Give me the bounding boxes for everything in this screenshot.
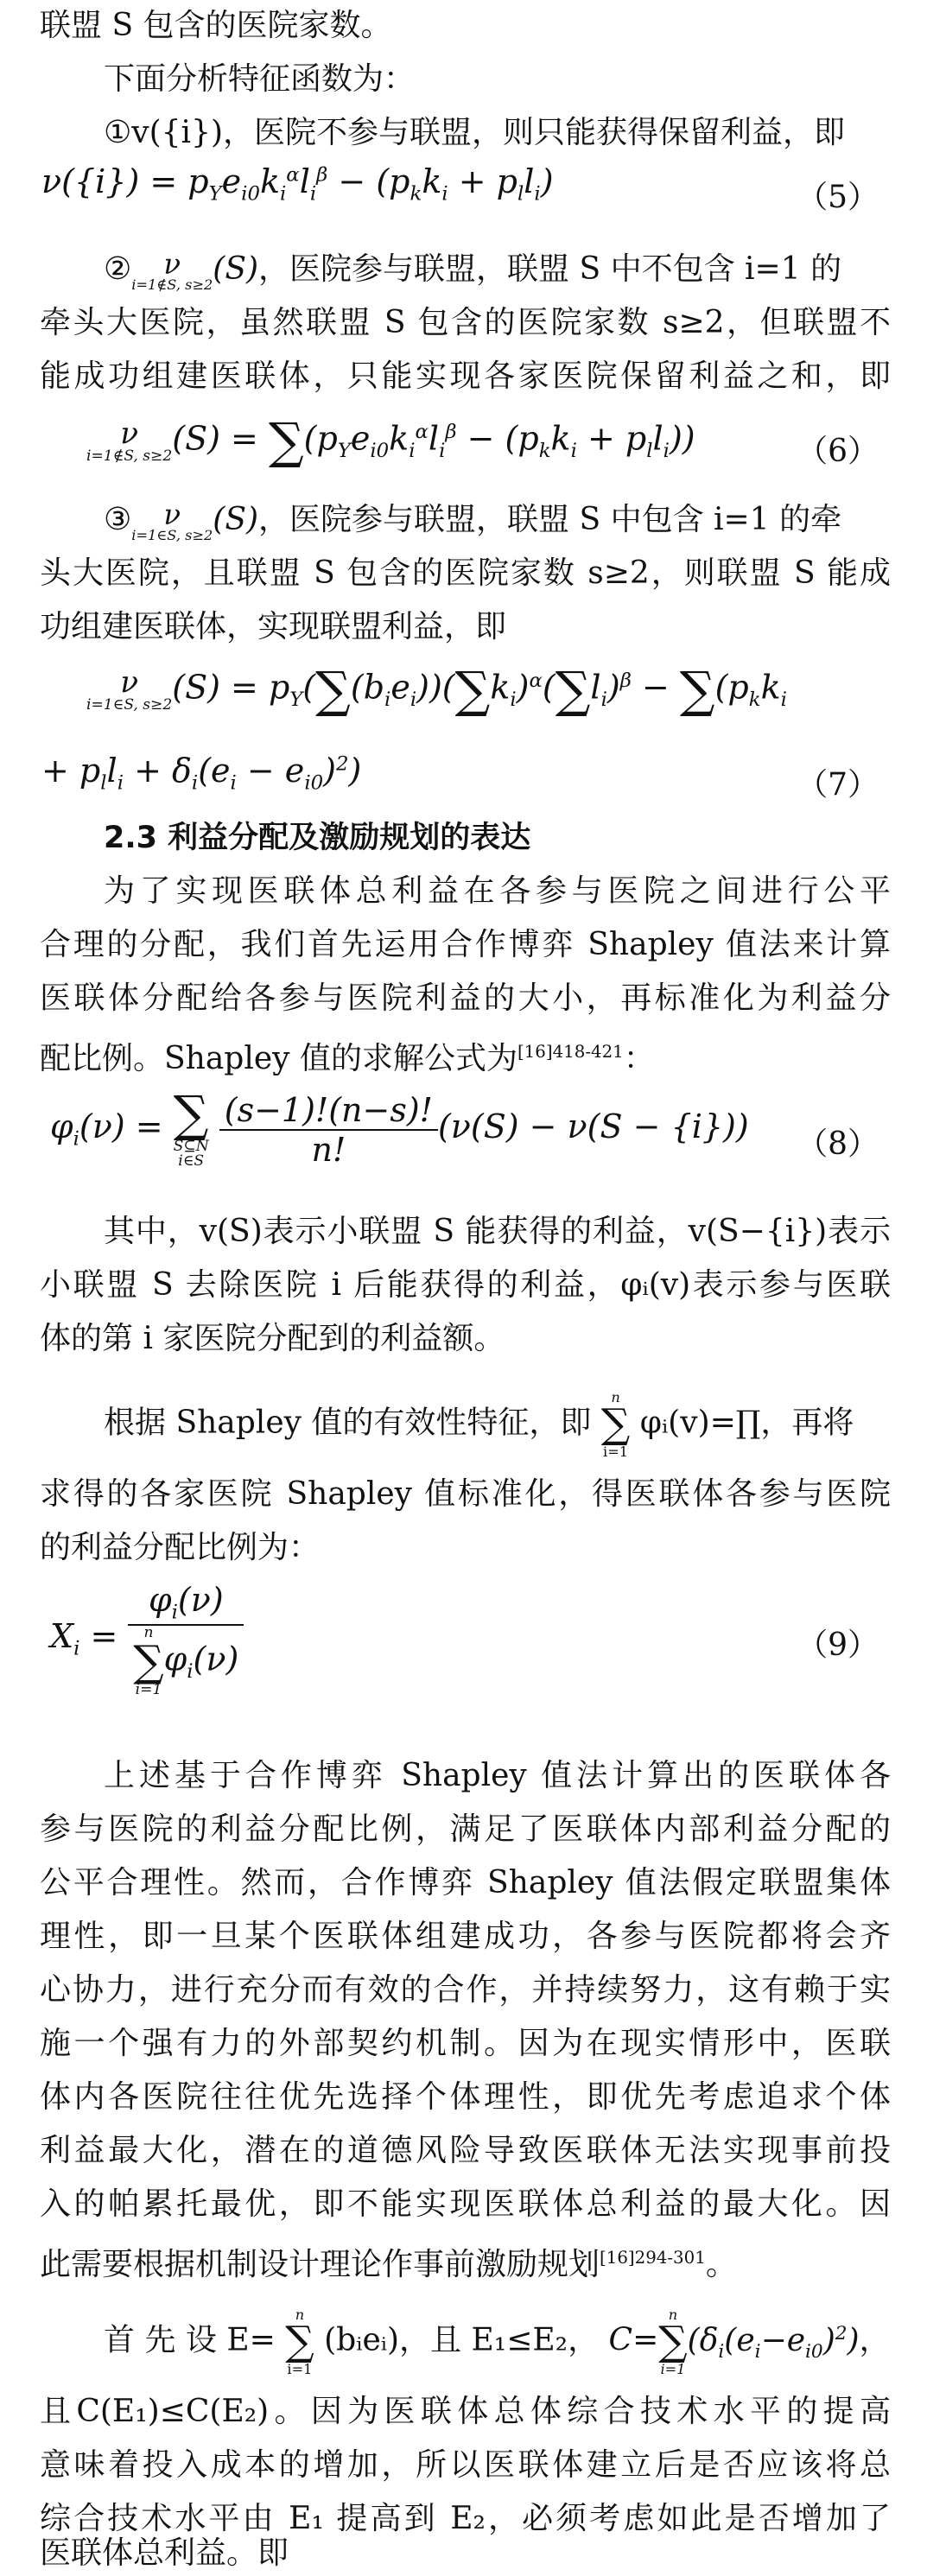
text-line: 首 先 设 E= n ∑ i=1 (bᵢeᵢ)，且 E₁≤E₂， C= n ∑ i=1 $(\delta_i(e_i-e_{i0})^2)$， xyxy=(104,2306,891,2377)
text-fragment: ，医院参与联盟，联盟 S 中包含 i=1 的牵 xyxy=(258,502,842,537)
text-line: 功组建医联体，实现联盟利益，即 xyxy=(40,609,507,644)
text-line: 联盟 S 包含的医院家数。 xyxy=(40,8,392,43)
citation: [16]418-421 xyxy=(517,1042,624,1062)
text-line: 公平合理性。然而，合作博弈 Shapley 值法假定联盟集体 xyxy=(40,1865,891,1900)
text-line: 牵头大医院，虽然联盟 S 包含的医院家数 s≥2，但联盟不 xyxy=(40,305,891,340)
text-fragment: 配比例。Shapley 值的求解公式为 xyxy=(40,1041,517,1076)
text-fragment: φᵢ(v)=∏，再将 xyxy=(639,1405,854,1441)
text-line: 且C(E₁)≤C(E₂)。因为医联体总体综合技术水平的提高 xyxy=(40,2394,891,2429)
text-line: 施一个强有力的外部契约机制。因为在现实情形中，医联 xyxy=(40,2026,891,2061)
equation-7-line-1: ν i=1∈S, s≥2 $(S) = p_Y(\sum(b_ie_i))(\sum k_i)^\alpha(\sum l_i)^\beta - \sum(p_kk_i$ xyxy=(86,662,787,719)
text-line: 根据 Shapley 值的有效性特征，即 n ∑ i=1 φᵢ(v)=∏，再将 xyxy=(104,1389,854,1460)
text-fragment: 首 先 设 E= xyxy=(104,2322,276,2358)
section-heading: 2.3 利益分配及激励规划的表达 xyxy=(104,821,531,855)
text-line: 参与医院的利益分配比例，满足了医联体内部利益分配的 xyxy=(40,1811,891,1847)
text-fragment: 根据 Shapley 值的有效性特征，即 xyxy=(104,1405,592,1441)
text-line: ② ν i=1∉S, s≥2 (S)，医院参与联盟，联盟 S 中不包含 i=1 的 xyxy=(104,247,842,294)
text-line: ③ ν i=1∈S, s≥2 (S)，医院参与联盟，联盟 S 中包含 i=1 的牵 xyxy=(104,498,842,544)
text-line: 下面分析特征函数为： xyxy=(104,61,416,97)
text-line: 入的帕累托最优，即不能实现医联体总利益的最大化。因 xyxy=(40,2186,891,2222)
text-line: 小联盟 S 去除医院 i 后能获得的利益，φᵢ(v)表示参与医联 xyxy=(40,1267,891,1303)
equation-number: （8） xyxy=(797,1126,879,1162)
equation-number: （6） xyxy=(797,434,879,469)
text-line: 合理的分配，我们首先运用合作博弈 Shapley 值法来计算 xyxy=(40,927,891,962)
subscript: i=1∈S, s≥2 xyxy=(131,527,213,544)
text-fragment: (bᵢeᵢ)，且 E₁≤E₂， xyxy=(324,2322,600,2358)
text-line: 综合技术水平由 E₁ 提高到 E₂，必须考虑如此是否增加了 xyxy=(40,2501,891,2536)
text-fragment: 此需要根据机制设计理论作事前激励规划 xyxy=(40,2247,600,2282)
text-fragment: ，医院参与联盟，联盟 S 中不包含 i=1 的 xyxy=(258,251,842,287)
equation-8: $\varphi_i(\nu)$ = ∑ S⊆N i∈S $\frac{(s-1)!(n-s)!}{n!}$ (ν(S) − ν(S − {i})) xyxy=(50,1086,749,1171)
text-line: 上述基于合作博弈 Shapley 值法计算出的医联体各 xyxy=(104,1758,891,1793)
text-line: 医联体分配给各参与医院利益的大小，再标准化为利益分 xyxy=(40,980,891,1016)
text-line: 头大医院，且联盟 S 包含的医院家数 s≥2，则联盟 S 能成 xyxy=(40,555,891,591)
text-line: 体内各医院往往优先选择个体理性，即优先考虑追求个体 xyxy=(40,2079,891,2115)
text-line xyxy=(40,1030,655,1082)
text-line: 意味着投入成本的增加，所以医联体建立后是否应该将总 xyxy=(40,2447,891,2483)
text-line: 求得的各家医院 Shapley 值标准化，得医联体各参与医院 xyxy=(40,1476,891,1512)
text-line: 为了实现医联体总利益在各参与医院之间进行公平 xyxy=(104,873,891,909)
text-line: 体的第 i 家医院分配到的利益额。 xyxy=(40,1321,505,1356)
equation-5: $\nu(\{i\}) = p_Ye_{i0}k_i^\alpha l_i^\beta - (p_kk_i + p_ll_i)$ xyxy=(41,162,554,206)
text-line: 利益最大化，潜在的道德风险导致医联体无法实现事前投 xyxy=(40,2133,891,2168)
text-line: 能成功组建医联体，只能实现各家医院保留利益之和，即 xyxy=(40,358,891,394)
text-fragment: 。 xyxy=(705,2247,737,2282)
text-line: 的利益分配比例为： xyxy=(40,1530,321,1565)
equation-6: ν i=1∉S, s≥2 $(S) = \sum(p_Ye_{i0}k_i^\alpha l_i^\beta - (p_kk_i + p_ll_i))$ xyxy=(86,413,695,470)
text-fragment: ： xyxy=(623,1041,655,1076)
equation-number: （5） xyxy=(797,180,879,215)
equation-7-line-2: + $p_ll_i + \delta_i(e_i - e_{i0})^2$) xyxy=(41,752,362,795)
subscript: i=1∉S, s≥2 xyxy=(131,276,213,294)
text-line xyxy=(40,2236,737,2287)
text-line: 心协力，进行充分而有效的合作，并持续努力，这有赖于实 xyxy=(40,1972,891,2008)
equation-number: （9） xyxy=(797,1627,879,1663)
text-line: ①v({i})，医院不参与联盟，则只能获得保留利益，即 xyxy=(104,115,846,150)
equation-9: $X_i$ = $\varphi_i(\nu)$ n ∑ i=1 $\varphi_i(\nu)$ xyxy=(50,1581,244,1697)
text-line: 医联体总利益。即 xyxy=(40,2535,289,2571)
text-line: 其中，v(S)表示小联盟 S 能获得的利益，v(S−{i})表示 xyxy=(104,1214,891,1249)
text-line: 理性，即一旦某个医联体组建成功，各参与医院都将会齐 xyxy=(40,1919,891,1954)
citation: [16]294-301 xyxy=(600,2248,706,2268)
equation-number: （7） xyxy=(797,767,879,803)
